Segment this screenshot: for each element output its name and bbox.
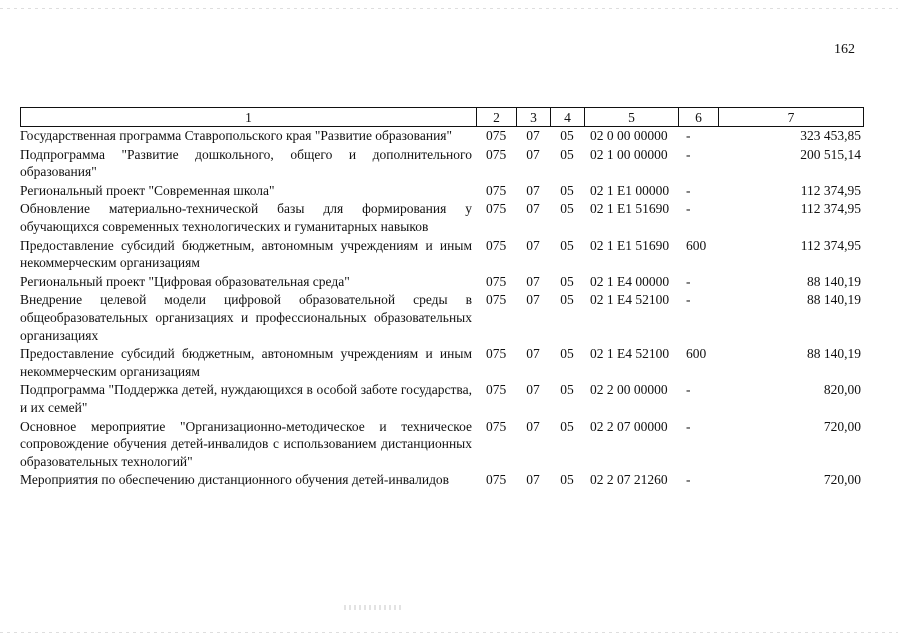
row-col-4: 05	[560, 346, 574, 362]
row-col-6: -	[686, 472, 691, 488]
row-col-7: 720,00	[823, 472, 861, 488]
row-col-3: 07	[526, 237, 540, 253]
scan-artifact-bottom	[0, 632, 898, 633]
row-col-5: 02 2 07 00000	[590, 418, 668, 434]
table-row	[20, 146, 863, 181]
row-col-7: 720,00	[823, 418, 861, 434]
page-number: 162	[834, 42, 855, 57]
table-row	[20, 381, 863, 416]
row-name: Основное мероприятие "Организационно-методическое и техническое сопровождение обучения детей-инвалидов с использованием дистанционных образовательных технологий"	[20, 418, 472, 469]
table-row	[20, 127, 863, 145]
row-col-3: 07	[526, 472, 540, 488]
row-col-4: 05	[560, 128, 574, 143]
column-header-4: 4	[551, 108, 585, 127]
row-col-7: 323 453,85	[800, 128, 861, 143]
row-col-4: 05	[560, 273, 574, 289]
row-col-4: 05	[560, 472, 574, 488]
row-col-3: 07	[526, 418, 540, 434]
row-col-3: 07	[526, 146, 540, 162]
row-col-2: 075	[486, 146, 507, 162]
row-name: Обновление материально-технической базы для формирования у обучающихся современных технологических и гуманитарных навыков	[20, 201, 472, 234]
row-col-5: 02 1 E1 51690	[590, 237, 670, 253]
row-col-7: 820,00	[823, 382, 861, 398]
row-name: Региональный проект "Цифровая образовательная среда"	[20, 273, 350, 289]
row-col-2: 075	[486, 292, 507, 308]
row-col-3: 07	[526, 182, 540, 198]
row-col-4: 05	[560, 201, 574, 217]
row-col-6: -	[686, 418, 691, 434]
table-row	[20, 273, 863, 291]
row-name: Государственная программа Ставропольского края "Развитие образования"	[20, 128, 453, 143]
scan-artifact-top	[0, 8, 898, 9]
row-col-6: -	[686, 128, 691, 143]
row-col-2: 075	[486, 346, 507, 362]
column-header-6: 6	[679, 108, 719, 127]
row-col-5: 02 1 E1 51690	[590, 201, 670, 217]
scan-artifact-mark	[344, 605, 404, 610]
row-col-2: 075	[486, 418, 507, 434]
column-header-2: 2	[477, 108, 517, 127]
table-row	[20, 471, 863, 489]
row-col-3: 07	[526, 273, 540, 289]
row-name: Предоставление субсидий бюджетным, автономным учреждениям и иным некоммерческим организациям	[20, 237, 472, 271]
column-header-1: 1	[21, 108, 477, 127]
row-col-2: 075	[486, 182, 507, 198]
row-col-6: -	[686, 273, 691, 289]
row-col-3: 07	[526, 346, 540, 362]
row-col-6: 600	[686, 346, 707, 362]
column-header-7: 7	[719, 108, 864, 127]
row-col-7: 112 374,95	[800, 182, 861, 198]
row-name: Региональный проект "Современная школа"	[20, 182, 275, 198]
row-name: Подпрограмма "Развитие дошкольного, общего и дополнительного образования"	[20, 146, 472, 180]
row-col-4: 05	[560, 292, 574, 308]
row-col-2: 075	[486, 472, 507, 488]
table-row	[20, 200, 863, 235]
row-col-5: 02 1 E1 00000	[590, 182, 670, 198]
row-col-5: 02 2 00 00000	[590, 382, 668, 398]
row-col-7: 112 374,95	[800, 237, 861, 253]
row-col-5: 02 1 E4 52100	[590, 346, 670, 362]
table-row	[20, 237, 863, 272]
row-col-2: 075	[486, 237, 507, 253]
row-col-2: 075	[486, 128, 507, 143]
row-col-5: 02 1 00 00000	[590, 146, 668, 162]
row-col-4: 05	[560, 146, 574, 162]
row-col-7: 88 140,19	[807, 292, 861, 308]
row-name: Подпрограмма "Поддержка детей, нуждающихся в особой заботе государства, и их семей"	[20, 382, 472, 415]
row-col-5: 02 0 00 00000	[590, 128, 668, 143]
row-col-7: 112 374,95	[800, 201, 861, 217]
table-row	[20, 291, 863, 344]
row-col-3: 07	[526, 128, 540, 143]
row-col-5: 02 1 E4 52100	[590, 292, 670, 308]
row-col-4: 05	[560, 182, 574, 198]
row-col-3: 07	[526, 292, 540, 308]
table-row	[20, 345, 863, 380]
row-col-3: 07	[526, 382, 540, 398]
column-header-3: 3	[517, 108, 551, 127]
row-col-6: -	[686, 146, 691, 162]
row-col-6: -	[686, 201, 691, 217]
row-name: Внедрение целевой модели цифровой образовательной среды в общеобразовательных организациях и профессиональных образовательных организациях	[20, 292, 472, 343]
row-col-6: 600	[686, 237, 707, 253]
table-row	[20, 418, 863, 471]
row-col-6: -	[686, 292, 691, 308]
column-header-5: 5	[585, 108, 679, 127]
row-col-3: 07	[526, 201, 540, 217]
row-col-5: 02 1 E4 00000	[590, 273, 670, 289]
row-col-7: 200 515,14	[800, 146, 861, 162]
row-name: Мероприятия по обеспечению дистанционного обучения детей-инвалидов	[20, 472, 450, 488]
row-col-2: 075	[486, 382, 507, 398]
row-col-6: -	[686, 382, 691, 398]
row-col-4: 05	[560, 418, 574, 434]
row-col-4: 05	[560, 237, 574, 253]
table-row	[20, 182, 863, 200]
row-col-2: 075	[486, 201, 507, 217]
column-header-row	[20, 107, 864, 127]
table-body	[20, 127, 863, 490]
row-col-2: 075	[486, 273, 507, 289]
row-col-5: 02 2 07 21260	[590, 472, 668, 488]
row-col-7: 88 140,19	[807, 273, 861, 289]
row-name: Предоставление субсидий бюджетным, автономным учреждениям и иным некоммерческим организациям	[20, 346, 472, 379]
row-col-4: 05	[560, 382, 574, 398]
row-col-6: -	[686, 182, 691, 198]
row-col-7: 88 140,19	[807, 346, 861, 362]
